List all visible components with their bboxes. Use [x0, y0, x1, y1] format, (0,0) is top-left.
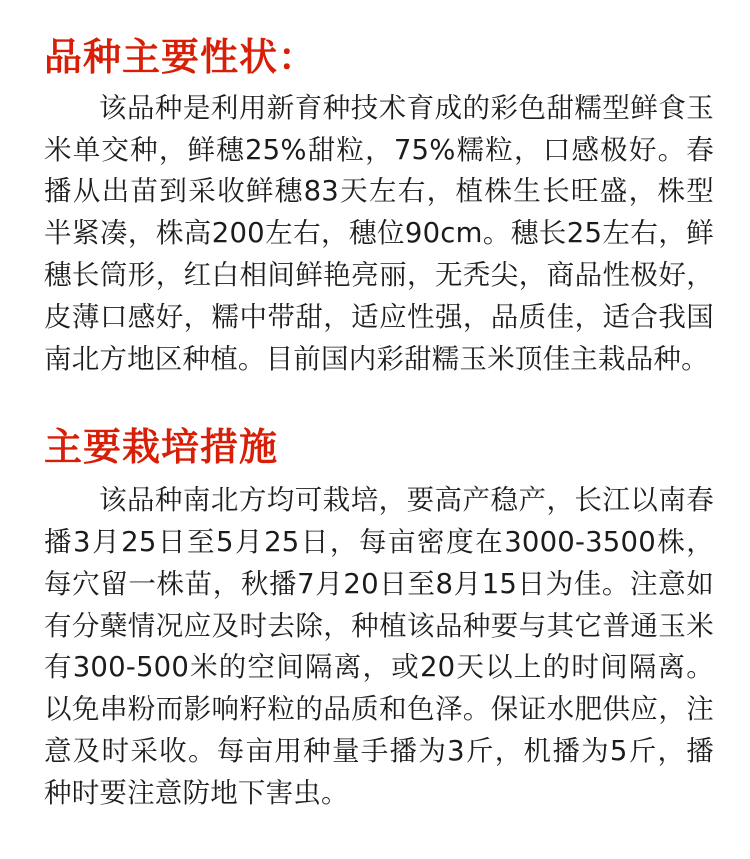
section-heading-variety-traits: 品种主要性状：: [44, 34, 318, 79]
section-heading-cultivation-measures: 主要栽培措施: [44, 424, 279, 470]
section-body-cultivation-measures: 该品种南北方均可栽培，要高产稳产，长江以南春播3月25日至5月25日，每亩密度在3000-3500株，每穴留一株苗，秋播7月20日至8月15日为佳。注意如有分蘖情况应及时去除，种植该品种要与其它普通玉米有300-500米的空间隔离，或20天以上的时间隔离。以免串粉而影响籽粒的品质和色泽。保证水肥供应，注意及时采收。每亩用种量手播为3斤，机播为5斤，播种时要注意防地下害虫。: [44, 484, 714, 809]
section-variety-traits: [44, 36, 714, 380]
section-cultivation-measures: [44, 426, 714, 814]
section-body-variety-traits: 该品种是利用新育种技术育成的彩色甜糯型鲜食玉米单交种，鲜穗25%甜粒，75%糯粒，口感极好。春播从出苗到采收鲜穗83天左右，植株生长旺盛，株型半紧凑，株高200左右，穗位90cm。穗长25左右，鲜穗长筒形，红白相间鲜艳亮丽，无秃尖，商品性极好，皮薄口感好，糯中带甜，适应性强，品质佳，适合我国南北方地区种植。目前国内彩甜糯玉米顶佳主栽品种。: [44, 91, 714, 375]
